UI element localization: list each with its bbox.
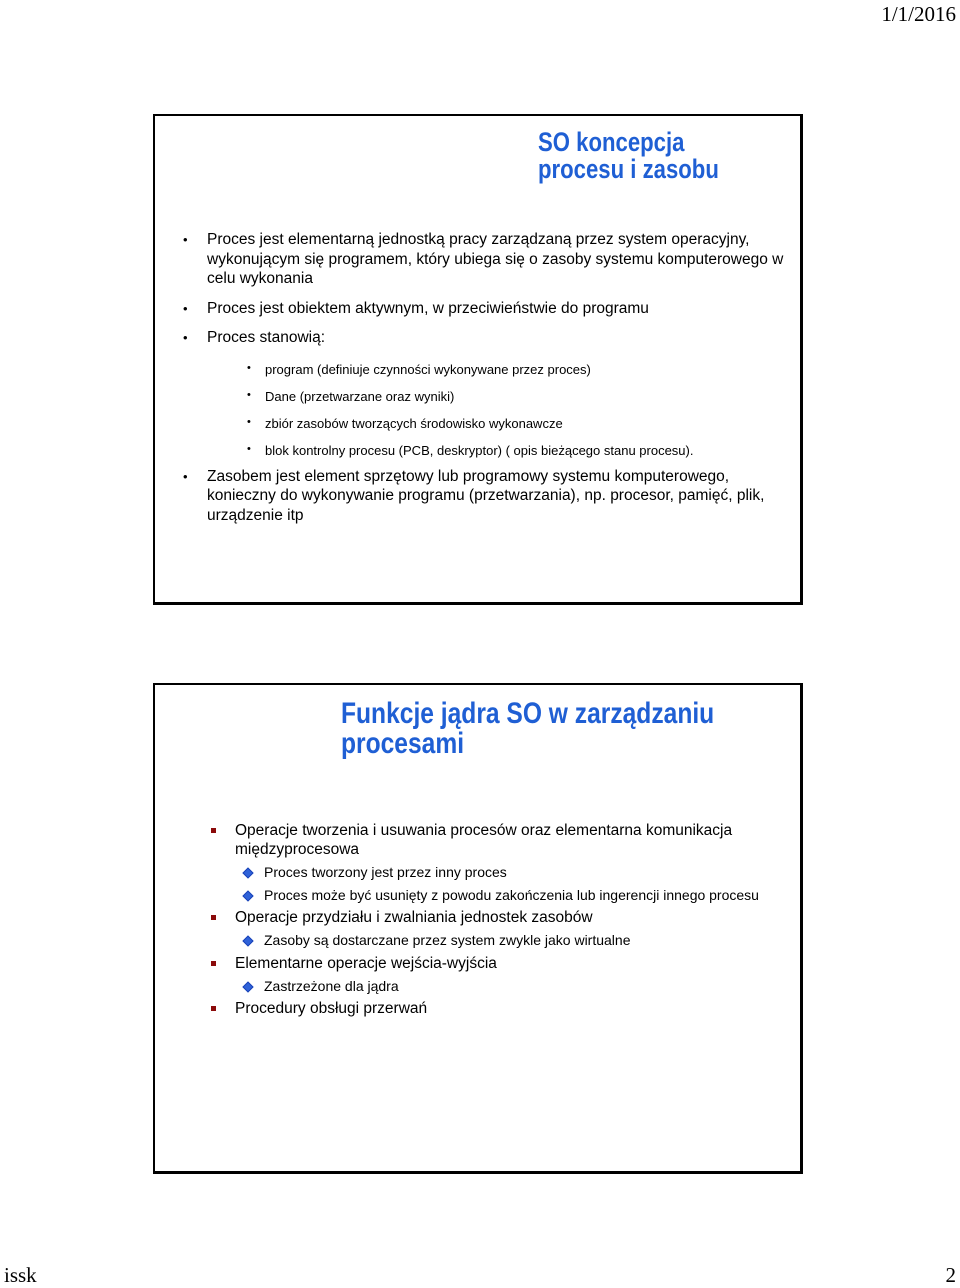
sub-list-item-text: Zasoby są dostarczane przez system zwykle jako wirtualne bbox=[264, 932, 631, 948]
slide-title bbox=[341, 699, 714, 759]
sub-list-item bbox=[179, 361, 789, 378]
sub-list-item-text: blok kontrolny procesu (PCB, deskryptor) ( opis bieżącego stanu procesu). bbox=[265, 442, 694, 458]
list-item-text: Operacje przydziału i zwalniania jednostek zasobów bbox=[235, 909, 593, 926]
sub-list bbox=[235, 931, 769, 950]
bullet-dot-icon: • bbox=[247, 415, 251, 428]
sub-list-item-text: Proces może być usunięty z powodu zakończenia lub ingerencji innego procesu bbox=[264, 886, 759, 903]
slide-title-line: procesu i zasobu bbox=[538, 154, 719, 184]
bullet-list bbox=[179, 230, 789, 525]
sub-list-item bbox=[179, 442, 789, 459]
slide-title-line: Funkcje jądra SO w zarządzaniu bbox=[341, 697, 715, 730]
diamond-bullet-icon bbox=[242, 935, 253, 946]
sub-list-item bbox=[209, 931, 769, 950]
square-bullet-icon bbox=[211, 828, 216, 833]
bullet-dot-icon: • bbox=[247, 361, 251, 374]
list-item-text: Proces stanowią: bbox=[207, 329, 326, 346]
sub-list-item-text: Proces tworzony jest przez inny proces bbox=[264, 864, 507, 880]
sub-list-item bbox=[179, 415, 789, 432]
sub-list-item-text: Zastrzeżone dla jądra bbox=[264, 977, 399, 994]
list-item-text: Zasobem jest element sprzętowy lub programowy systemu komputerowego, konieczny do wykonywanie programu (przetwarzania), np. procesor, pamięć, plik, urządzenie itp bbox=[207, 467, 765, 524]
bullet-dot-icon: • bbox=[183, 300, 188, 316]
diamond-bullet-icon bbox=[242, 890, 253, 901]
sub-list-item bbox=[209, 886, 769, 905]
list-item-text: Procedury obsługi przerwań bbox=[235, 1000, 428, 1017]
sub-list bbox=[179, 361, 789, 459]
page-date: 1/1/2016 bbox=[881, 2, 956, 26]
square-bullet-icon bbox=[211, 961, 216, 966]
list-item bbox=[179, 467, 789, 526]
slide-title-line: procesami bbox=[341, 727, 465, 760]
slide-process-resource bbox=[153, 114, 803, 605]
list-item bbox=[209, 908, 769, 950]
sub-list-item-text: zbiór zasobów tworzących środowisko wykonawcze bbox=[265, 415, 563, 431]
footer-label: issk bbox=[4, 1263, 37, 1287]
list-item bbox=[179, 230, 789, 289]
list-item bbox=[209, 954, 769, 996]
sub-list-item-text: Dane (przetwarzane oraz wyniki) bbox=[265, 388, 455, 404]
sub-list bbox=[235, 977, 769, 996]
bullet-dot-icon: • bbox=[247, 442, 251, 455]
bullet-dot-icon: • bbox=[247, 388, 251, 401]
list-item-text: Operacje tworzenia i usuwania procesów oraz elementarna komunikacja międzyprocesowa bbox=[235, 822, 733, 858]
list-item bbox=[179, 299, 789, 319]
sub-list-item bbox=[179, 388, 789, 405]
diamond-bullet-icon bbox=[242, 867, 253, 878]
slide-kernel-functions bbox=[153, 683, 803, 1174]
square-bullet-icon bbox=[211, 915, 216, 920]
sub-list-item-text: program (definiuje czynności wykonywane przez proces) bbox=[265, 361, 591, 377]
bullet-dot-icon: • bbox=[183, 330, 188, 345]
bullet-dot-icon: • bbox=[183, 468, 188, 484]
bullet-list bbox=[209, 821, 769, 1022]
list-item bbox=[209, 821, 769, 904]
list-item-text: Elementarne operacje wejścia-wyjścia bbox=[235, 954, 497, 972]
list-item-text: Proces jest elementarną jednostką pracy zarządzaną przez system operacyjny, wykonującym się programem, który ubiega się o zasoby systemu komputerowego w celu wykonania bbox=[207, 231, 784, 287]
list-item bbox=[209, 999, 769, 1018]
page-number: 2 bbox=[945, 1263, 956, 1287]
diamond-bullet-icon bbox=[242, 981, 253, 992]
list-item bbox=[179, 328, 789, 459]
sub-list-item bbox=[209, 863, 769, 882]
bullet-dot-icon: • bbox=[183, 232, 188, 247]
slide-title-line: SO koncepcja bbox=[538, 127, 685, 157]
sub-list-item bbox=[209, 977, 769, 996]
slide-title bbox=[538, 129, 719, 183]
sub-list bbox=[235, 863, 769, 904]
square-bullet-icon bbox=[211, 1006, 216, 1011]
list-item-text: Proces jest obiektem aktywnym, w przeciwieństwie do programu bbox=[207, 299, 649, 317]
